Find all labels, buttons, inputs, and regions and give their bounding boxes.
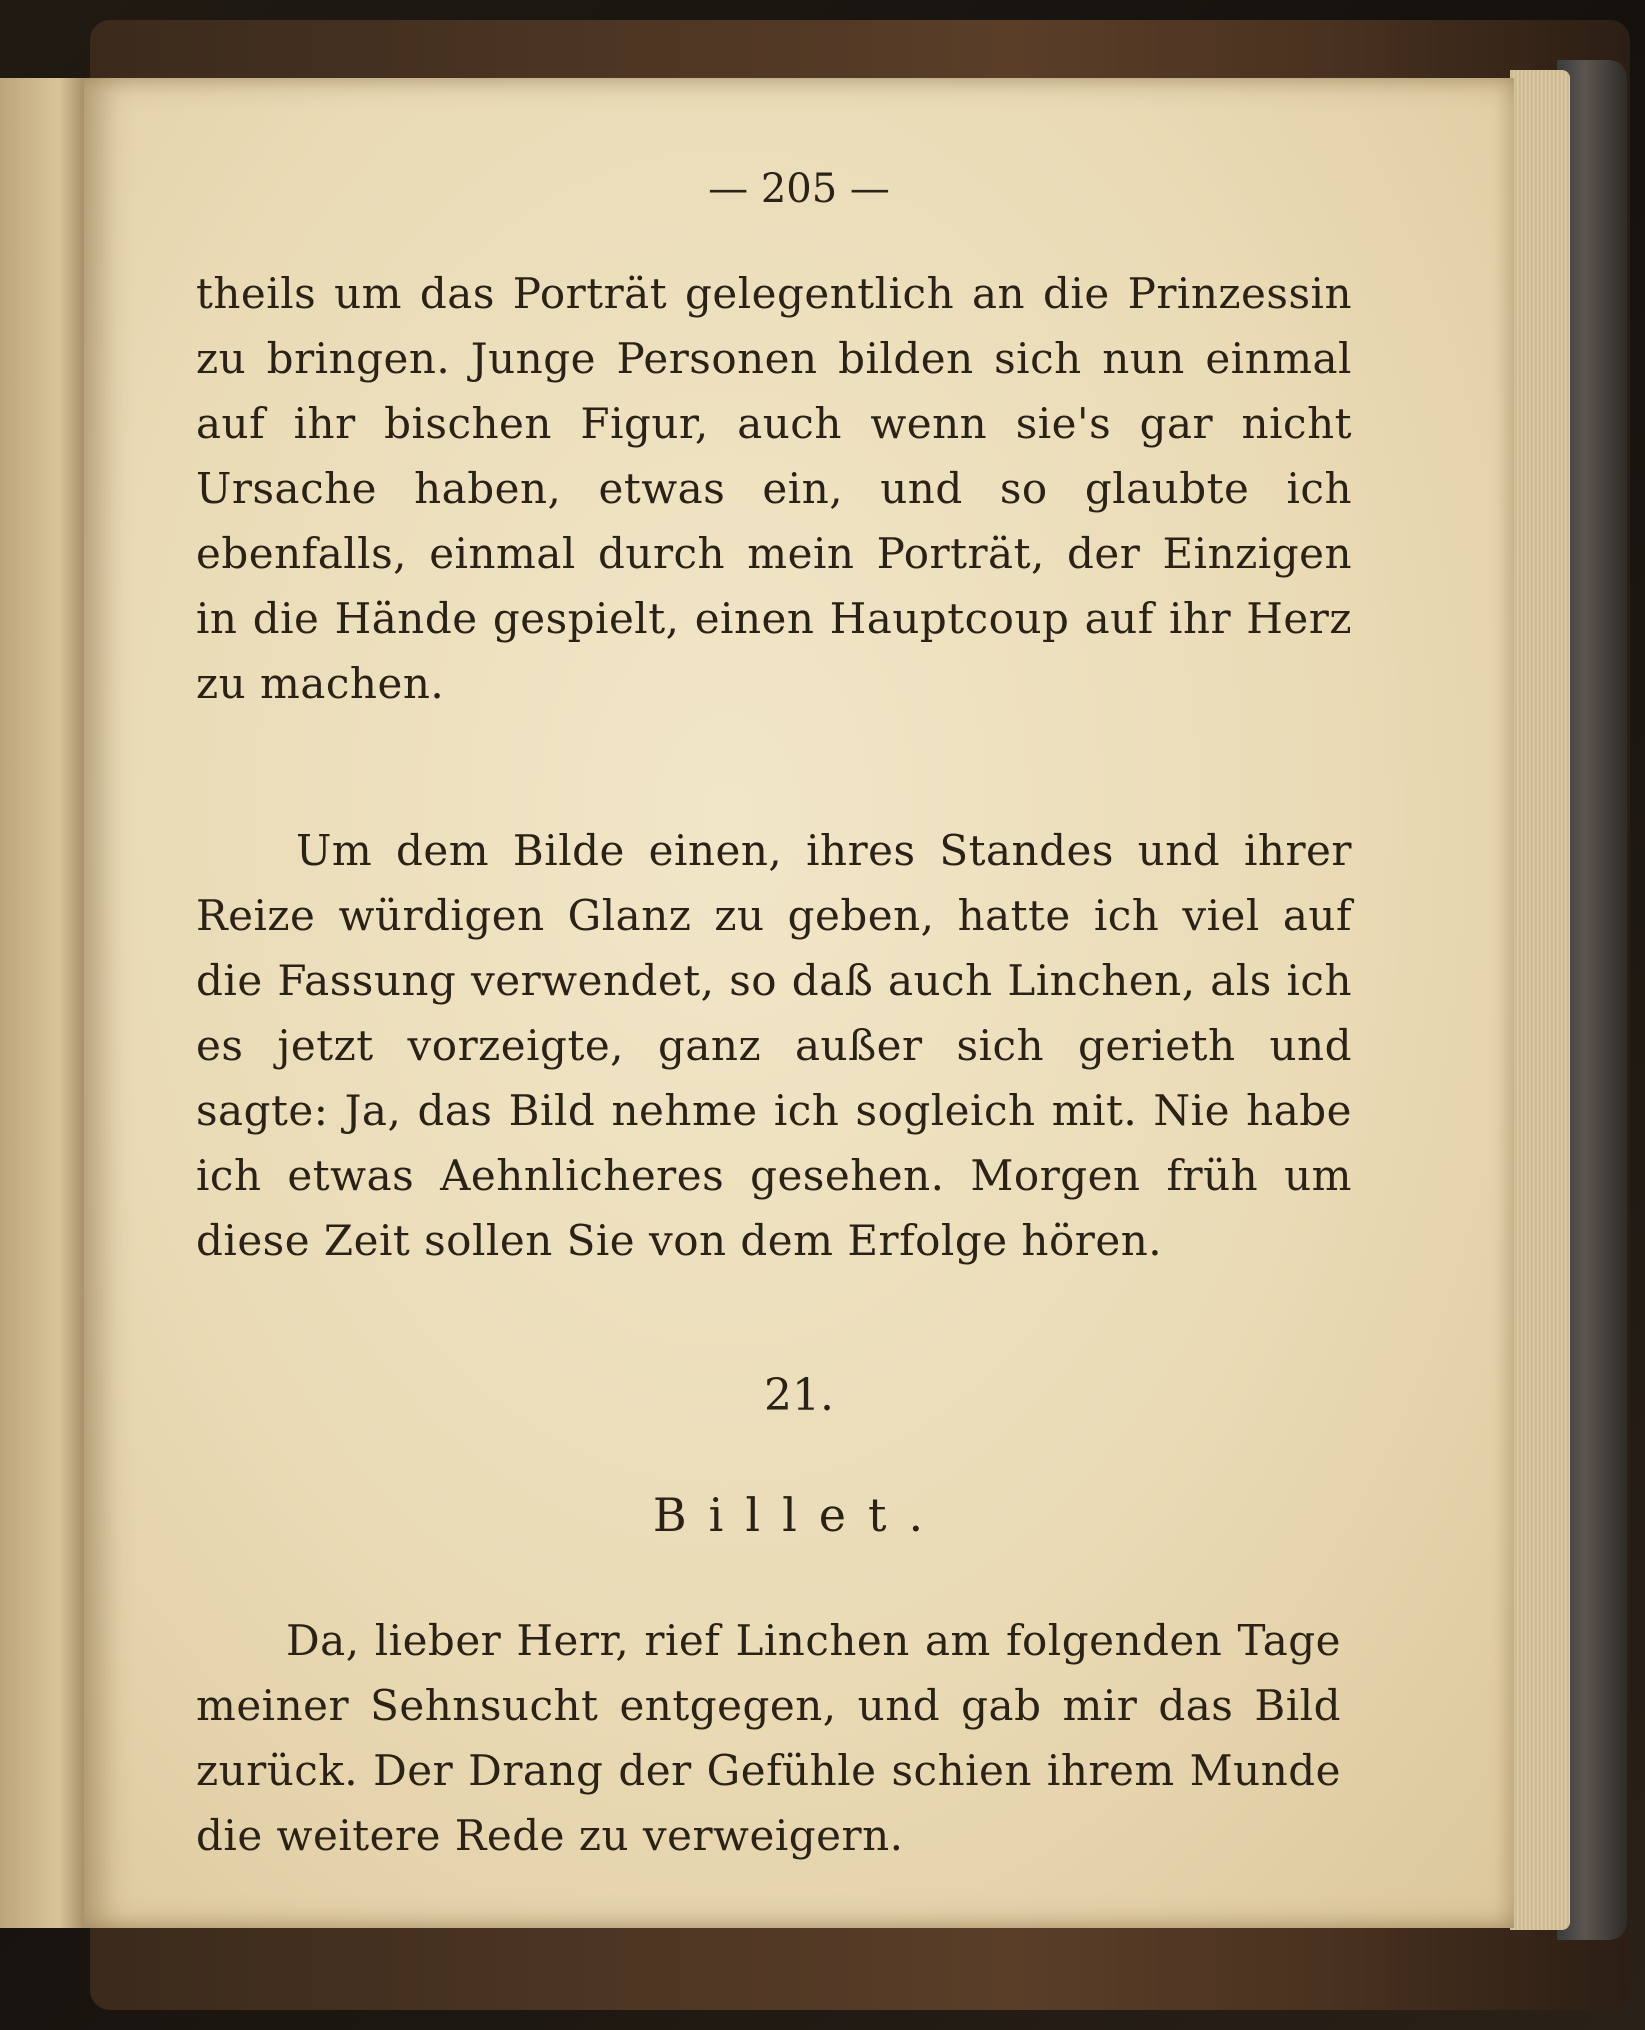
- book-page: [84, 78, 1514, 1928]
- section-title: Billet.: [652, 1488, 946, 1542]
- section-number: 21.: [764, 1370, 834, 1421]
- page-number-header: — 205 —: [708, 166, 890, 212]
- facing-page-edge: [0, 78, 84, 1928]
- paragraph-1: theils um das Porträt gelegentlich an die Prinzessin zu bringen. Junge Personen bilden sich nun einmal auf ihr bischen Figur, auch wenn sie's gar nicht Ursache haben, etwas ein, und so glaubte ich ebenfalls, einmal durch mein Porträt, der Einzigen in die Hände gespielt, einen Hauptcoup auf ihr Herz zu machen.: [196, 269, 1352, 708]
- section-paragraph: Da, lieber Herr, rief Linchen am folgenden Tage meiner Sehnsucht entgegen, und gab mir das Bild zurück. Der Drang der Gefühle schien ihrem Munde die weitere Rede zu verweigern.: [196, 1616, 1341, 1860]
- paragraph-2: Um dem Bilde einen, ihres Standes und ihrer Reize würdigen Glanz zu geben, hatte ich viel auf die Fassung verwendet, so daß auch Linchen, als ich es jetzt vorzeigte, ganz außer sich gerieth und sagte: Ja, das Bild nehme ich sogleich mit. Nie habe ich etwas Aehnlicheres gesehen. Morgen früh um diese Zeit sollen Sie von dem Erfolge hören.: [196, 826, 1352, 1265]
- page-stack-edge: [1510, 70, 1570, 1930]
